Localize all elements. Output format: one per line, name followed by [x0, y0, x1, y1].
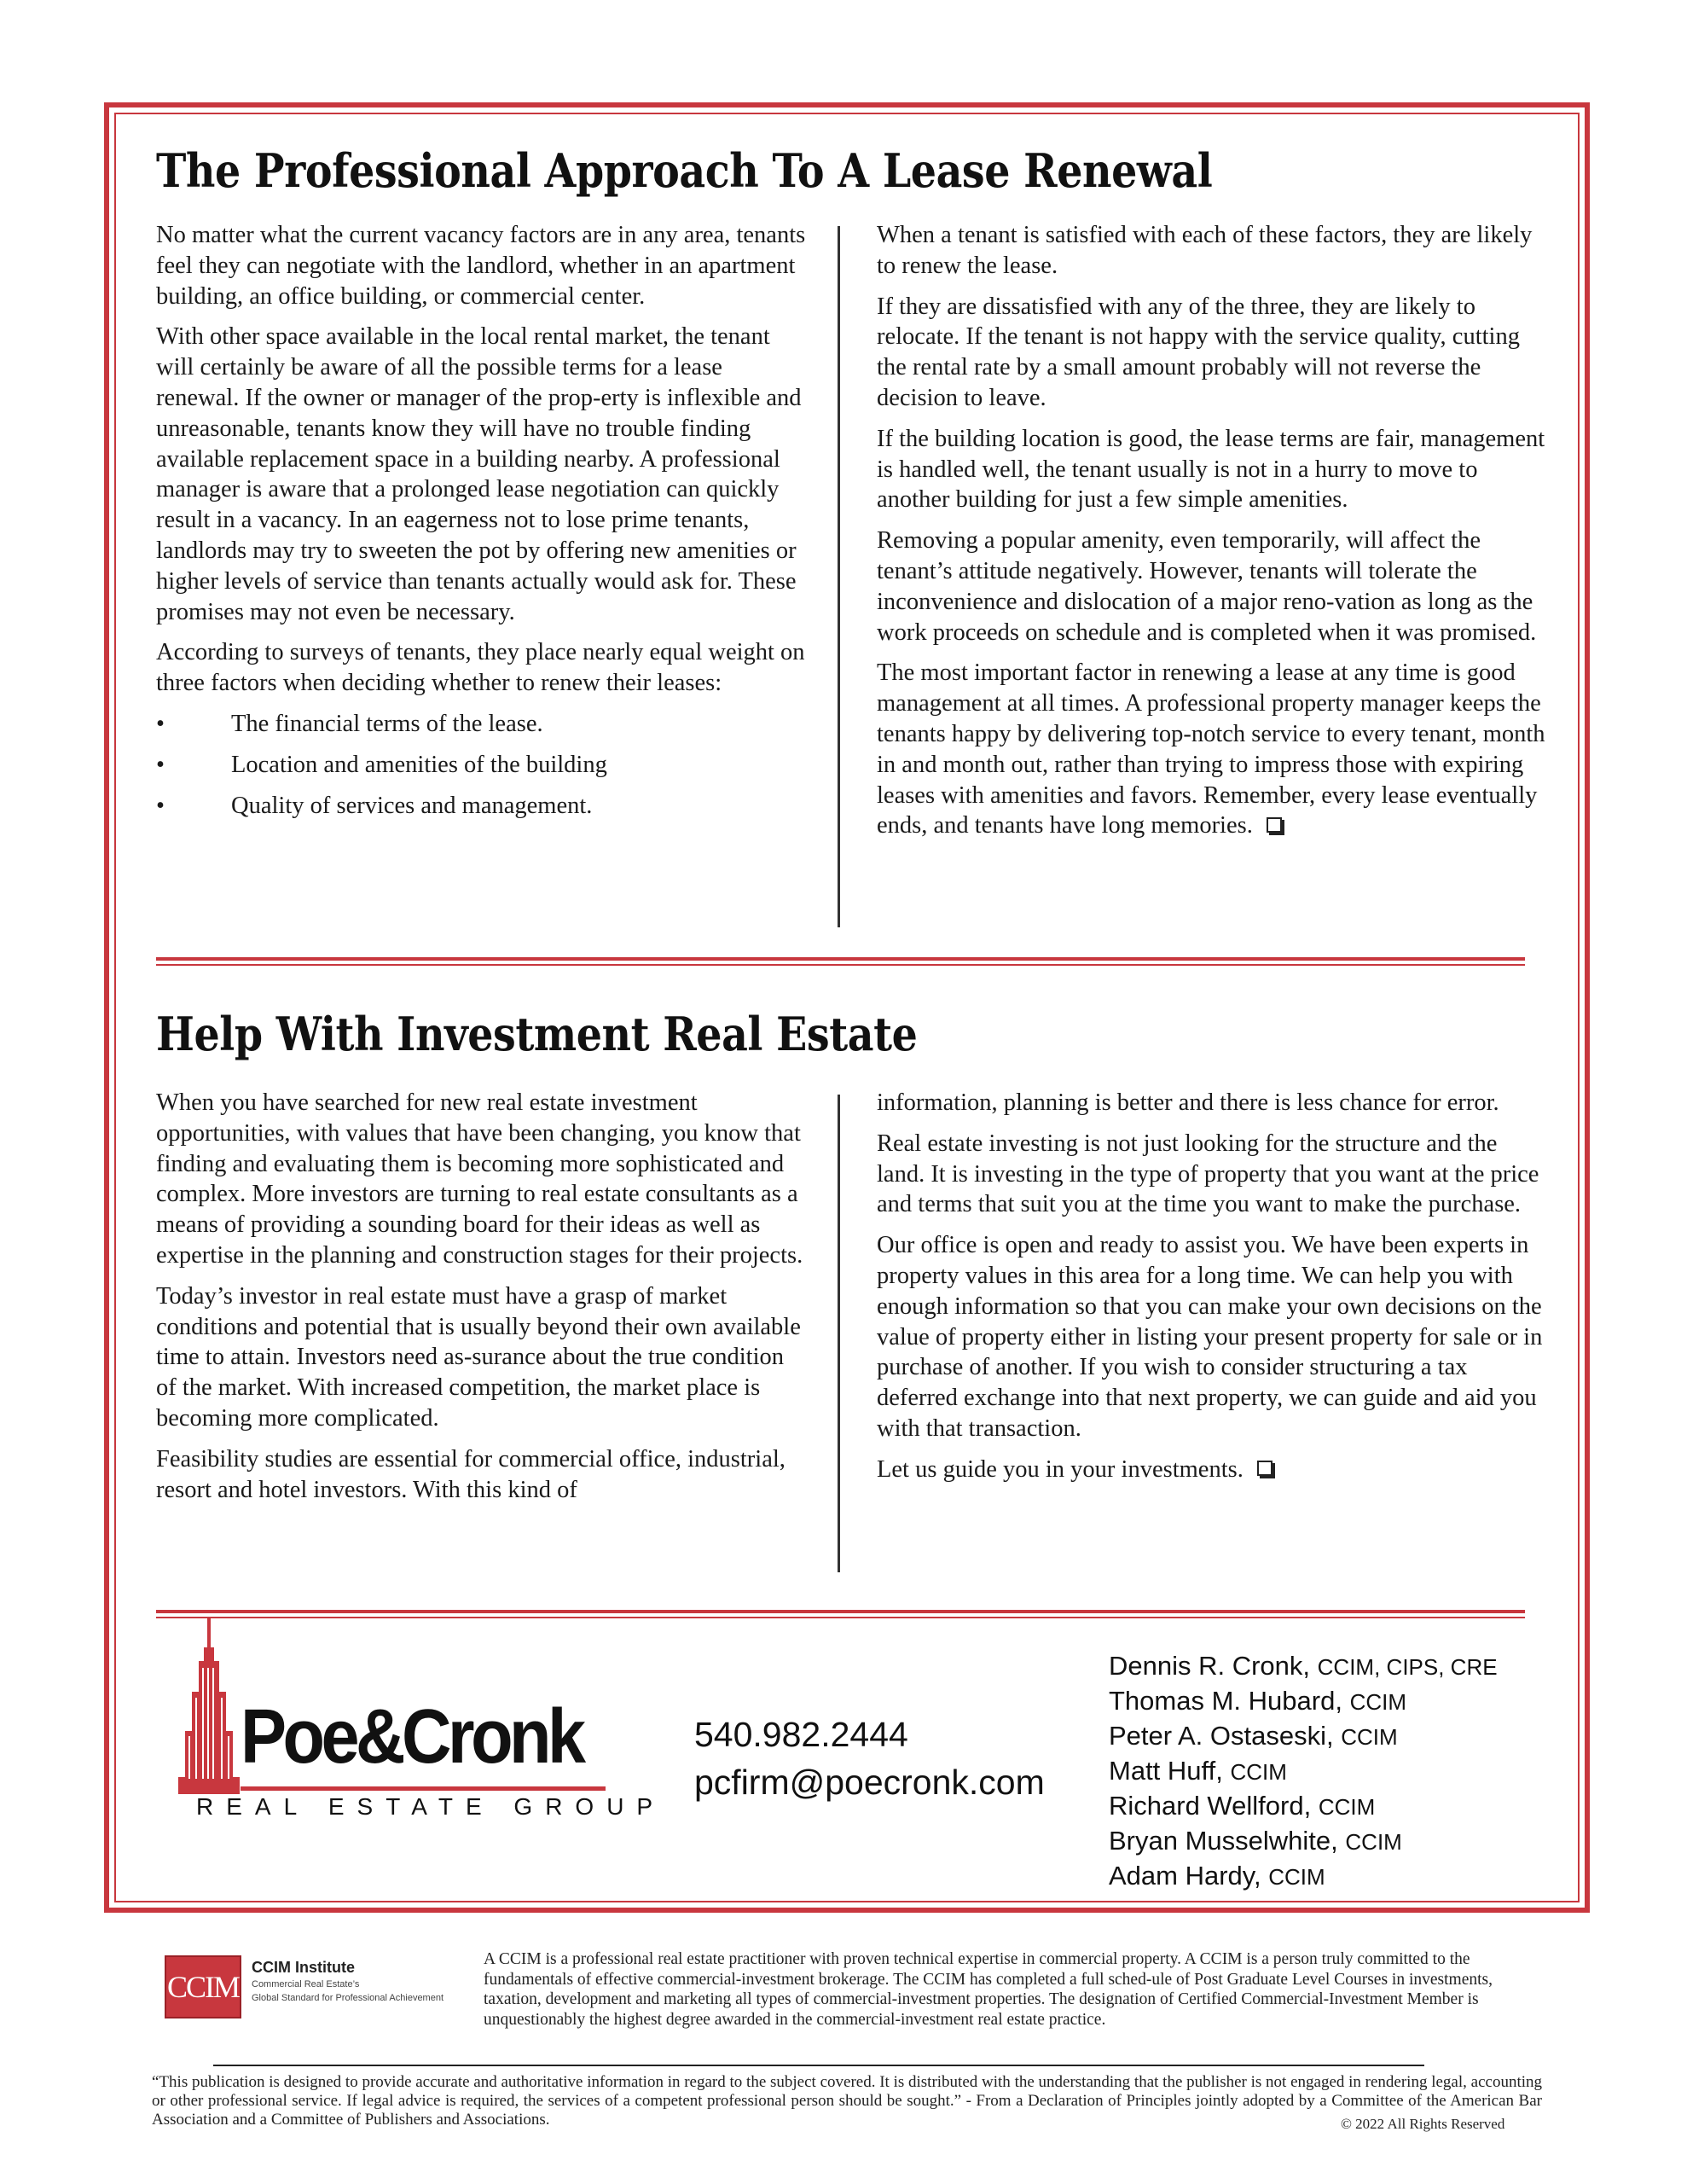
list-item-text: Location and amenities of the building — [231, 751, 607, 778]
article1-column-right — [877, 220, 1551, 851]
agent-designation: CCIM — [1345, 1829, 1402, 1855]
article1-paragraph-8 — [877, 658, 1551, 841]
article1-paragraph-6: If the building location is good, the lease terms are fair, management is handled well, the tenant usually is not in a hurry to move to another building for just a few simple amenities. — [877, 425, 1545, 514]
list-item — [1109, 1859, 1498, 1894]
agent-name: Richard Wellford, — [1109, 1791, 1312, 1821]
list-item-text: Quality of services and management. — [231, 792, 593, 819]
agent-designation: CCIM — [1318, 1794, 1376, 1820]
agent-name: Matt Huff, — [1109, 1756, 1223, 1786]
list-item — [1109, 1684, 1498, 1719]
article2-paragraph-7-text: Let us guide you in your investments. — [877, 1455, 1244, 1483]
ccim-mark-text: CCIM — [166, 1970, 240, 2004]
list-item — [1109, 1649, 1498, 1684]
list-item-text: The financial terms of the lease. — [231, 710, 543, 737]
copyright-notice: © 2022 All Rights Reserved — [1341, 2116, 1505, 2132]
list-item — [156, 750, 809, 781]
article2-paragraph-5: Real estate investing is not just looking for the structure and the land. It is investing in the type of property that you want at the price and terms that suit you at the time you want to make the purchase. — [877, 1130, 1539, 1218]
article1-paragraph-4: When a tenant is satisfied with each of these factors, they are likely to renew the lease. — [877, 222, 1533, 279]
article1-paragraph-5: If they are dissatisfied with any of the three, they are likely to relocate. If the tenant is not happy with the service quality, cutting the rental rate by a small amount probably will not reverse the decision to leave. — [877, 293, 1520, 411]
ccim-tagline-1: Commercial Real Estate’s — [252, 1979, 360, 1989]
end-mark-icon — [1267, 817, 1282, 833]
agent-name: Bryan Musselwhite, — [1109, 1826, 1338, 1856]
article1-paragraph-1: No matter what the current vacancy factors are in any area, tenants feel they can negotiate with the landlord, whether in an apartment building, an office building, or commercial center. — [156, 222, 806, 310]
article1-paragraph-8-text: The most important factor in renewing a lease at any time is good management at all times. A professional property manager keeps the tenants happy by delivering top-notch service to every tenant, month in and month out, rather than trying to impress those with expiring leases with amenities and favors. Remember, every lease eventually ends, and tenants have long memories. — [877, 659, 1545, 839]
ccim-institute-name: CCIM Institute — [252, 1959, 355, 1976]
ccim-mark-icon — [165, 1955, 241, 2018]
list-item — [1109, 1789, 1498, 1824]
bullet-icon: • — [156, 710, 165, 737]
ccim-logo — [165, 1955, 446, 2018]
legal-disclaimer: “This publication is designed to provide accurate and authoritative information in regard to the subject covered. It is distributed with the understanding that the publisher is not engaged in rendering legal, accounting or other professional service. If legal advice is required, the services of a competent professional person should be sought.” - From a Declaration of Principles jointly adopted by a Committee of the American Bar Association and a Committee of Publishers and Associations. — [152, 2073, 1542, 2129]
article2-paragraph-6: Our office is open and ready to assist you. We have been experts in property values in this area for a long time. We can help you with enough information so that you can make your own decisions on the value of property either in listing your present property for sale or in purchase of another. If you wish to consider structuring a tax deferred exchange into that next property, we can guide and aid you with that transaction. — [877, 1232, 1543, 1442]
logo-underline — [241, 1786, 606, 1791]
agent-name: Adam Hardy, — [1109, 1861, 1261, 1891]
company-email[interactable]: pcfirm@poecronk.com — [694, 1763, 1045, 1802]
article2-paragraph-4: information, planning is better and there is less chance for error. — [877, 1089, 1499, 1116]
list-item — [1109, 1824, 1498, 1859]
agent-designation: CCIM — [1349, 1689, 1406, 1715]
agent-name: Thomas M. Hubard, — [1109, 1686, 1342, 1716]
bullet-icon: • — [156, 792, 165, 819]
list-item — [1109, 1719, 1498, 1754]
list-item — [156, 709, 809, 740]
article2-column-right — [877, 1088, 1551, 1496]
agent-name: Peter A. Ostaseski, — [1109, 1721, 1334, 1751]
list-item — [156, 791, 809, 822]
footer-divider — [213, 2065, 1424, 2066]
article1-column-left — [156, 220, 809, 831]
article1-paragraph-3: According to surveys of tenants, they place nearly equal weight on three factors when deciding whether to renew their leases: — [156, 639, 805, 697]
ccim-description: A CCIM is a professional real estate practitioner with proven technical expertise in commercial property. A CCIM is a person truly committed to the fundamentals of effective commercial-investment brokerage. The CCIM has completed a full sched-ule of Post Graduate Level Courses in investments, taxation, development and marketing all types of commercial-investment properties. The designation of Certified Commercial-Investment Member is unquestionably the highest degree awarded in the commercial-investment real estate practice. — [484, 1950, 1493, 2029]
section-divider-thin — [156, 964, 1525, 966]
article2-paragraph-2: Today’s investor in real estate must have a grasp of market conditions and potential that is usually beyond their own available time to attain. Investors need as-surance about the true condition of the market. With increased competition, the market place is becoming more complicated. — [156, 1282, 801, 1432]
article1-paragraph-7: Removing a popular amenity, even temporarily, will affect the tenant’s attitude negatively. However, tenants will tolerate the inconvenience and dislocation of a major reno-vation as long as the work proceeds on schedule and is completed when it was promised. — [877, 527, 1537, 646]
agent-designation: CCIM — [1341, 1724, 1398, 1750]
bullet-icon: • — [156, 751, 165, 778]
column-divider — [838, 1095, 840, 1572]
article2-paragraph-3: Feasibility studies are essential for commercial office, industrial, resort and hotel investors. With this kind of — [156, 1445, 786, 1503]
article1-paragraph-2: With other space available in the local rental market, the tenant will certainly be aware of all the possible terms for a lease renewal. If the owner or manager of the prop-erty is inflexible and unreasonable, tenants know they will have no trouble finding available replacement space in a building nearby. A professional manager is aware that a prolonged lease negotiation can quickly result in a vacancy. In an eagerness not to lose prime tenants, landlords may try to sweeten the pot by offering new amenities or higher levels of service than tenants actually would ask for. These promises may not even be necessary. — [156, 323, 802, 625]
agent-list — [1109, 1649, 1498, 1894]
section-divider — [156, 1610, 1525, 1613]
company-logo-subtitle: REAL ESTATE GROUP — [196, 1793, 666, 1820]
list-item — [1109, 1754, 1498, 1789]
article2-paragraph-1: When you have searched for new real estate investment opportunities, with values that have been changing, you know that finding and evaluating them is becoming more sophisticated and complex. More investors are turning to real estate consultants as a means of providing a sounding board for their ideas as well as expertise in the planning and construction stages for their projects. — [156, 1089, 803, 1269]
agent-designation: CCIM — [1268, 1864, 1325, 1890]
article2-column-left — [156, 1088, 809, 1515]
company-logo-wordmark: Poe&Cronk — [241, 1694, 583, 1780]
article2-paragraph-7 — [877, 1455, 1551, 1485]
agent-name: Dennis R. Cronk, — [1109, 1651, 1311, 1681]
column-divider — [838, 226, 840, 927]
ccim-tagline-2: Global Standard for Professional Achievement — [252, 1993, 444, 2003]
article-title-lease-renewal: The Professional Approach To A Lease Renewal — [156, 143, 1213, 198]
company-phone[interactable]: 540.982.2444 — [694, 1715, 908, 1754]
agent-designation: CCIM, CIPS, CRE — [1317, 1654, 1498, 1680]
agent-designation: CCIM — [1230, 1759, 1287, 1785]
section-divider — [156, 957, 1525, 961]
end-mark-icon — [1257, 1461, 1272, 1476]
factor-list — [156, 709, 809, 821]
article-title-investment: Help With Investment Real Estate — [156, 1007, 918, 1061]
